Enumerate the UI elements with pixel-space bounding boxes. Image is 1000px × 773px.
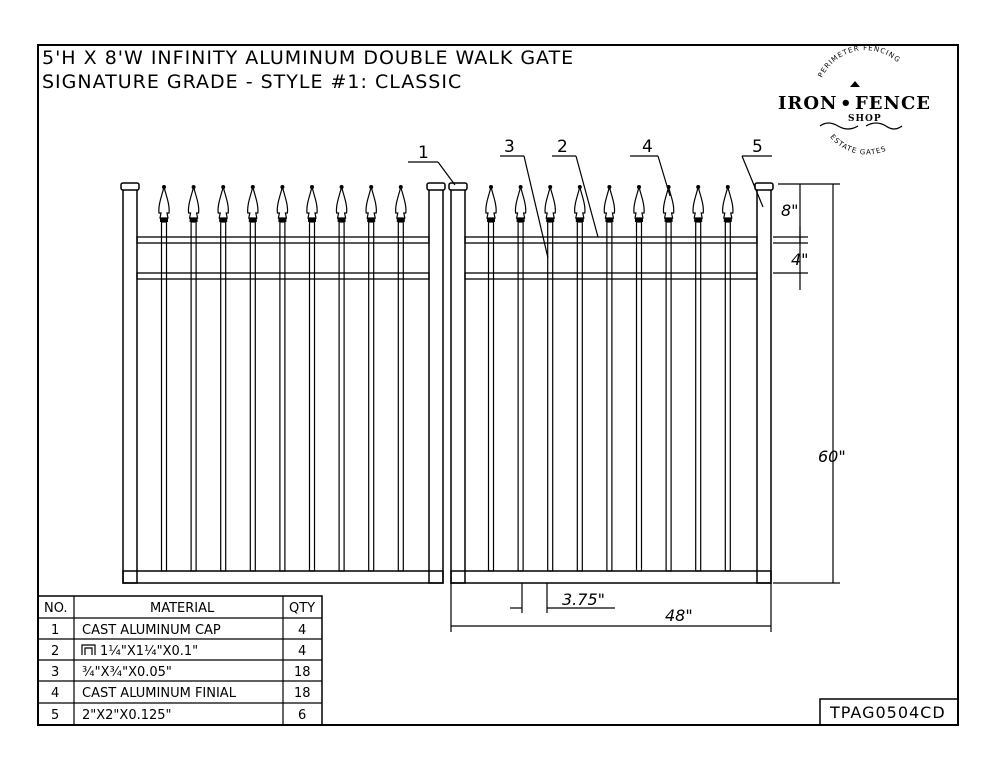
right-end-post [757,189,771,583]
finial-icon [396,187,406,218]
finial-icon [277,187,287,218]
right-mid-rail [465,273,757,279]
dim-picket-spacing: 3.75" [562,590,605,609]
height-dimensions [773,184,846,583]
right-gate-leaf [449,183,773,583]
materials-table [38,596,322,725]
table-row-5-material: 2"X2"X0.125" [82,708,172,723]
callout-2: 2 [557,137,568,157]
callout-4: 4 [642,137,653,157]
right-top-rail [465,237,757,243]
left-end-post [123,189,137,583]
table-row-1-material: CAST ALUMINUM CAP [82,623,221,638]
title-line-2: SIGNATURE GRADE - STYLE #1: CLASSIC [42,71,463,93]
finial-icon [693,187,703,218]
width-dimensions [451,583,771,632]
finial-icon [486,187,496,218]
table-row-5-qty: 6 [298,708,307,723]
right-bottom-rail [451,571,771,583]
left-gate-leaf [121,183,445,583]
finial-icon [218,187,228,218]
left-hinge-post-cap [427,183,445,190]
right-hinge-post [451,189,465,583]
dim-leaf-width: 48" [665,606,693,625]
left-mid-rail [137,273,429,279]
right-post-cap [755,183,773,190]
table-row-1-qty: 4 [298,623,307,638]
logo-shop: SHOP [848,114,882,124]
finial-icon [159,187,169,218]
logo-arc-top: PERIMETER FENCING [816,44,903,79]
logo-ornament-top [850,81,860,87]
drawing-number: TPAG0504CD [830,703,946,722]
callout-5: 5 [752,137,763,157]
finial-icon [634,187,644,218]
finial-icon [366,187,376,218]
left-top-rail [137,237,429,243]
table-header-no: NO. [44,601,68,616]
callout-3: 3 [504,137,515,157]
left-hinge-post [429,189,443,583]
logo-name-right: FENCE [855,93,931,114]
callout-5-leader [742,156,763,207]
finial-icon [188,187,198,218]
finial-icon [575,187,585,218]
table-row-4-no: 4 [51,686,60,701]
logo-scroll-right [866,123,902,129]
callouts [408,137,772,258]
left-post-cap [121,183,139,190]
right-hinge-post-cap [449,183,467,190]
logo-name-left: IRON [778,93,838,114]
finial-icon [545,187,555,218]
table-row-1-no: 1 [51,623,60,638]
title-line-1: 5'H X 8'W INFINITY ALUMINUM DOUBLE WALK GATE [42,47,575,69]
finial-icon [336,187,346,218]
logo-arc-bottom: ESTATE GATES [828,132,888,157]
iron-fence-shop-logo [778,44,931,156]
channel-profile-icon [82,645,95,655]
table-header-material: MATERIAL [150,601,215,616]
left-bottom-rail [123,571,443,583]
callout-1: 1 [418,143,429,163]
finial-icon [723,187,733,218]
table-row-2-material: 1¼"X1¼"X0.1" [100,644,199,659]
dim-finial-height: 8" [781,201,799,220]
table-row-3-material: ¾"X¾"X0.05" [82,665,172,680]
table-header-qty: QTY [289,601,316,616]
finial-icon [515,187,525,218]
table-row-3-qty: 18 [294,665,311,680]
callout-1-leader [438,162,455,185]
finial-icon [248,187,258,218]
table-row-2-no: 2 [51,644,60,659]
finial-icon [307,187,317,218]
dim-rail-spacing: 4" [791,250,809,269]
table-row-4-material: CAST ALUMINUM FINIAL [82,686,236,701]
callout-4-leader [658,156,670,196]
table-row-5-no: 5 [51,708,60,723]
logo-bullet: • [840,93,853,114]
table-row-4-qty: 18 [294,686,311,701]
table-row-3-no: 3 [51,665,60,680]
finial-icon [604,187,614,218]
table-row-2-qty: 4 [298,644,307,659]
dim-height: 60" [818,447,846,466]
